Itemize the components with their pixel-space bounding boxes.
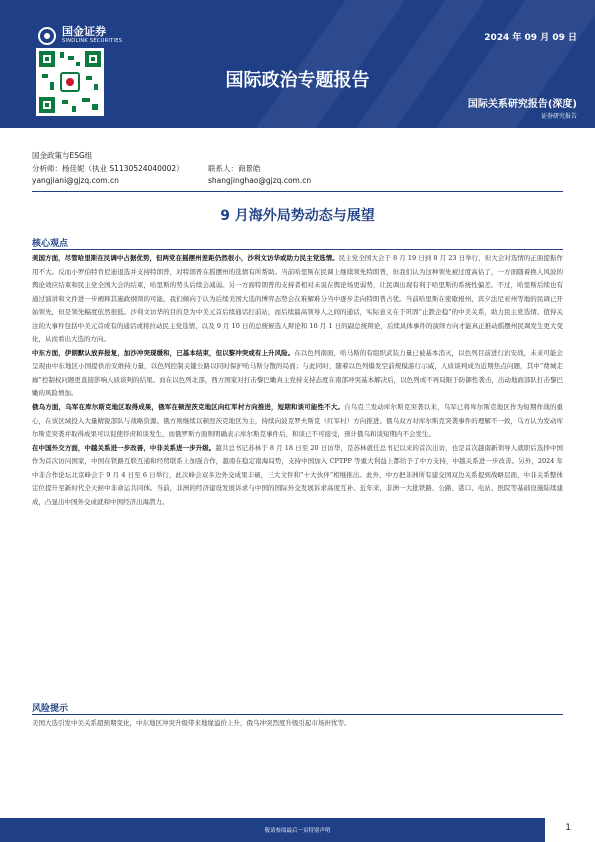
core-view-body — [32, 252, 563, 509]
report-date: 2024 年 09 月 09 日 — [484, 33, 577, 43]
paragraph-lead: 俄乌方面，乌军在库尔斯克地区取得成果，俄军在顿涅茨克地区向红军村方向推进，短期和谈可能性不大。 — [32, 403, 345, 412]
contact-email[interactable]: shangjinghao@gjzq.com.cn — [208, 176, 312, 185]
logo-en: SINOLINK SECURITIES — [62, 38, 123, 44]
report-header — [0, 0, 595, 128]
document-title: 9 月海外局势动态与展望 — [220, 208, 375, 224]
page-number: 1 — [561, 823, 575, 833]
paragraph-lead: 中东方面，伊朗默认放弃报复，加沙冲突现缓和，已基本结束，但以黎冲突或有上升风险。 — [32, 348, 295, 357]
logo-cn: 国金证券 — [62, 25, 106, 38]
contact-name: 联系人：商景皓 — [208, 164, 261, 173]
logo-icon — [38, 27, 56, 45]
core-view-heading: 核心观点 — [32, 239, 69, 249]
paragraph-text: 自乌克兰发动库尔斯克突袭以来，乌军已将库尔斯克地区作为短期作战的重心，在该区域投入大量精锐部队与战略资源。俄方则继续以顿涅茨克地区为主，持续向波克罗夫斯克（红军村）方向推进。俄乌双方对库尔斯克突袭事件的理解不一致，乌方认为发动库尔斯克突袭并取得成果可以促使俘虏和谈发生，而俄罗斯方面则明确表示库尔斯克事件后，和谈已不可接受，预计俄乌和谈短期内不会发生。 — [32, 403, 564, 439]
paragraph-text: 越共总书记苏林于 8 月 18 日至 20 日访华，是苏林就任总书记以来的首次出访，也是首次越南新领导人就职后选择中国作为首次访问国家，中国在铁路互联互通和经贸联系上加强合作，越南在稳定南海局势，支持中国加入 CPTPP 等重大利益上都给予了中方支持，中越关系进一步改善。另外，2024 年中非合作论坛北京峰会于 9 月 4 日至 6 日举行，此次峰会双多边外交成果丰硕，三大文件和“十大伙伴”相继推出。此外，中方把非洲所有建交国双边关系提到战略层面，中非关系整体定位提升至新时代全天候中非命运共同体。当前，非洲的经济建设发展诉求与中国的国际外交发展诉求高度互补。近年来，非洲一大批铁路、公路、港口、电站、医院等基础设施陆续建成，凸显出中国外交成就和中国经济出海潜力。 — [32, 443, 564, 506]
section-divider — [32, 249, 563, 250]
footer-disclaimer[interactable]: 敬请参阅最后一页特别声明 — [264, 828, 331, 834]
report-type: 证券研究报告 — [540, 113, 577, 120]
divider — [32, 191, 563, 192]
paragraph-us — [32, 252, 563, 347]
risk-heading: 风险提示 — [32, 704, 69, 714]
paragraph-lead: 美国方面，尽管哈里斯在民调中占据优势，但两党在摇摆州差距仍然很小，沙利文访华或助力民主党选情。 — [32, 254, 339, 262]
paragraph-china-diplomacy — [32, 442, 563, 510]
footer-bar — [0, 818, 595, 842]
analyst-name: 分析师：杨佳妮（执业 S1130524040002） — [32, 164, 184, 173]
paragraph-russia-ukraine — [32, 401, 563, 442]
risk-body: 美国大选引发中美关系超预期变化，中东地区冲突升级带来地缘溢价上升，俄乌冲突烈度升级引起市场担忧等。 — [32, 719, 351, 727]
report-subtitle: 国际关系研究报告(深度) — [467, 99, 577, 110]
report-title: 国际政治专题报告 — [225, 70, 370, 91]
paragraph-middle-east — [32, 347, 563, 401]
analyst-email[interactable]: yangjiani@gjzq.com.cn — [32, 176, 119, 185]
paragraph-text: 在以色列南面，哈马斯的有组织武装力量已被基本消灭，以色列目前进行治安战，未来可能会呈现由中东地区小国提供治安维持力量，以色列控制关键公路以同时保护哈马斯分散的局面；与此同时，随着以色列爆发空前规模游行示威，人质谈判成为近期焦点问题，其中“费城走廊”控制权问题更直接影响人质谈判的结果。而在以色列北部，西方国家对打击黎巴嫩真主党持支持态度在南部冲突基本解决后，以色列或不再局限于防御性袭击，出动地面部队打击黎巴嫩的风险增加。 — [32, 348, 564, 398]
section-divider — [32, 714, 563, 715]
paragraph-text: 民主党全国大会于 8 月 19 日到 8 月 23 日举行，但大会对选情的正面提振作用不大。反而小罗伯特肯尼迪退选并支持特朗普，对特朗普在摇摆州的选情有所帮助。当前哈里斯在民调上继续领先特朗普，但我们认为这种领先被过度高估了，一方面随着换人风波的舆论效应结束和民主党全国大会的结束，哈里斯的势头后续会减弱。另一方面特朗普的支持者相对未说在舆论场更弱势，让民调出现有利于哈里斯的系统性偏差。不过，哈里斯后续也有通过演讲和文件进一步阐释其施政纲领的可能。我们倾向于认为后续美国大选的博弈态势会在难解难分当中逐步走向特朗普占优。当前哈里斯在密歇根州、宾夕法尼亚州等地的民调已开始领先，但是领先幅度依然很低。沙利文访华的目的是为中美元首后续通话打前站，而后续最高领导人之间的通话，实际意义在于巩固“止跌企稳”的中美关系，助力民主党选情。值得关注的大事件包括中美元首或有的通话或将拉动民主党选情，以及 9 月 10 日的总统候选人辩论和 10 月 1 日的副总统辩论，后续具体事件的演绎方向才能真正推动摇摆州民调发生更大变化，从而看出大选的方向。 — [32, 254, 564, 344]
paragraph-lead: 在中国外交方面，中越关系进一步改善，中非关系进一步升级。 — [32, 443, 216, 452]
research-group: 国金政策与ESG组 — [32, 151, 93, 160]
company-logo — [38, 26, 122, 45]
